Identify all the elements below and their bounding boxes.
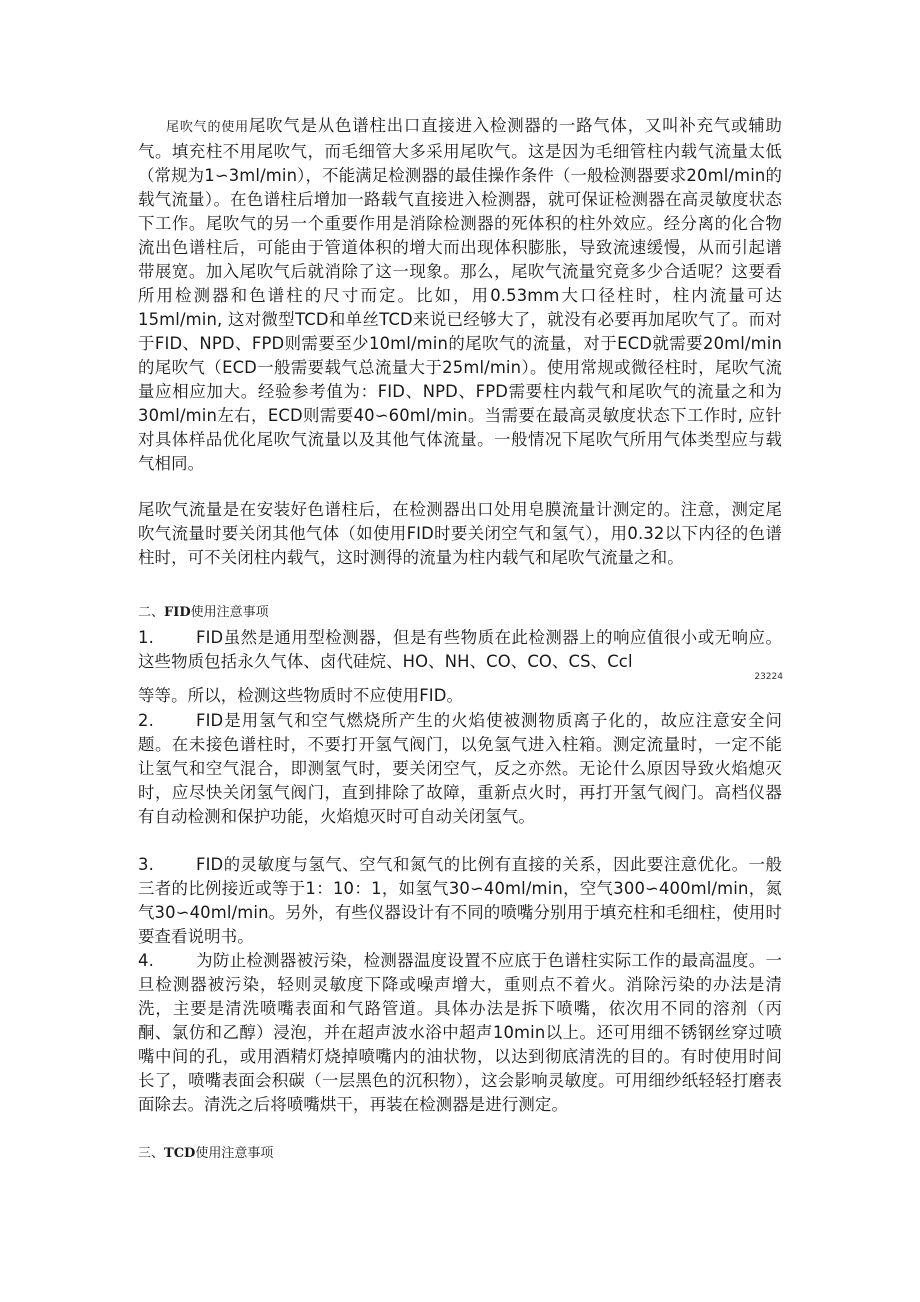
- section-heading-tcd: 三、TCD使用注意事项: [138, 1146, 274, 1161]
- fid-item-4: [138, 949, 782, 1117]
- fid-item-2: [138, 709, 782, 829]
- chemical-subscripts: 23224: [754, 672, 783, 682]
- tail-gas-lead: 尾吹气的使用: [166, 120, 249, 135]
- tail-gas-body: 尾吹气是从色谱柱出口直接进入检测器的一路气体，又叫补充气或辅助气。填充柱不用尾吹气，而毛细管大多采用尾吹气。这是因为毛细管柱内载气流量太低（常规为1∽3ml/min），不能满足检测器的最佳操作条件（一般检测器要求20ml/min的载气流量）。在色谱柱后增加一路载气直接进入检测器，就可保证检测器在高灵敏度状态下工作。尾吹气的另一个重要作用是消除检测器的死体积的柱外效应。经分离的化合物流出色谱柱后，可能由于管道体积的增大而出现体积膨胀，导致流速缓慢，从而引起谱带展宽。加入尾吹气后就消除了这一现象。那么，尾吹气流量究竟多少合适呢？这要看所用检测器和色谱柱的尺寸而定。比如，用0.53mm大口径柱时，柱内流量可达15ml/min, 这对微型TCD和单丝TCD来说已经够大了，就没有必要再加尾吹气了。而对于FID、NPD、FPD则需要至少10ml/min的尾吹气的流量，对于ECD就需要20ml/min的尾吹气（ECD一般需要载气总流量大于25ml/min）。使用常规或微径柱时，尾吹气流量应相应加大。经验参考值为：FID、NPD、FPD需要柱内载气和尾吹气的流量之和为30ml/min左右，ECD则需要40∽60ml/min。当需要在最高灵敏度状态下工作时, 应针对具体样品优化尾吹气流量以及其他气体流量。一般情况下尾吹气所用气体类型应与载气相同。: [138, 116, 782, 473]
- item-text: 为防止检测器被污染，检测器温度设置不应底于色谱柱实际工作的最高温度。一旦检测器被污染，轻则灵敏度下降或噪声增大，重则点不着火。消除污染的办法是清洗，主要是清洗喷嘴表面和气路管道。具体办法是拆下喷嘴，依次用不同的溶剂（丙酮、氯仿和乙醇）浸泡，并在超声波水浴中超声10min以上。还可用细不锈钢丝穿过喷嘴中间的孔，或用酒精灯烧掉喷嘴内的油状物，以达到彻底清洗的目的。有时使用时间长了，喷嘴表面会积碳（一层黑色的沉积物），这会影响灵敏度。可用细纱纸轻轻打磨表面除去。清洗之后将喷嘴烘干，再装在检测器是进行测定。: [138, 951, 782, 1114]
- item-number: 4.: [138, 951, 154, 970]
- fid-item-3: [138, 853, 782, 949]
- item-number: 3.: [138, 855, 154, 874]
- fid-item-1-continued: 等等。所以，检测这些物质时不应使用FID。: [138, 686, 464, 705]
- item-text: FID虽然是通用型检测器，但是有些物质在此检测器上的响应值很小或无响应。这些物质包括永久气体、卤代硅烷、HO、NH、CO、CO、CS、Ccl: [138, 628, 782, 671]
- paragraph-tail-gas: [138, 114, 782, 476]
- item-text: FID是用氢气和空气燃烧所产生的火焰使被测物质离子化的，故应注意安全问题。在未接色谱柱时，不要打开氢气阀门，以免氢气进入柱箱。测定流量时，一定不能让氢气和空气混合，即测氢气时，要关闭空气，反之亦然。无论什么原因导致火焰熄灭时，应尽快关闭氢气阀门，直到排除了故障，重新点火时，再打开氢气阀门。高档仪器有自动检测和保护功能，火焰熄灭时可自动关闭氢气。: [138, 711, 782, 826]
- item-number: 2.: [138, 711, 154, 730]
- fid-item-1: [138, 626, 782, 674]
- item-text: FID的灵敏度与氢气、空气和氮气的比例有直接的关系，因此要注意优化。一般三者的比例接近或等于1：10：1，如氢气30∽40ml/min，空气300∽400ml/min，氮气30∽40ml/min。另外，有些仪器设计有不同的喷嘴分别用于填充柱和毛细柱，使用时要查看说明书。: [138, 855, 782, 946]
- item-number: 1.: [138, 628, 154, 647]
- paragraph-measure: 尾吹气流量是在安装好色谱柱后，在检测器出口处用皂膜流量计测定的。注意，测定尾吹气流量时要关闭其他气体（如使用FID时要关闭空气和氢气），用0.32以下内径的色谱柱时，可不关闭柱内载气，这时测得的流量为柱内载气和尾吹气流量之和。: [138, 500, 782, 567]
- section-heading-fid: 二、FID使用注意事项: [138, 605, 269, 620]
